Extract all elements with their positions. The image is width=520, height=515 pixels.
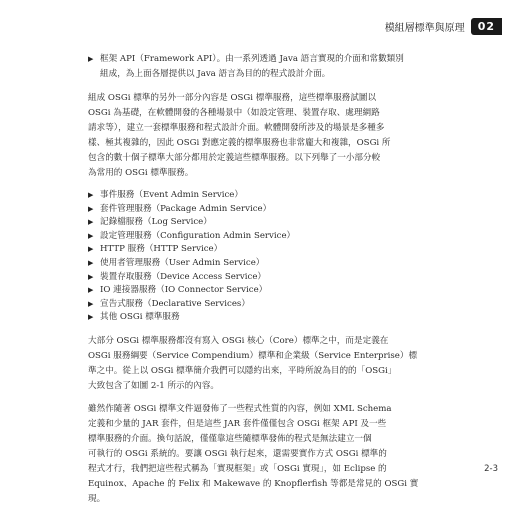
running-header (385, 18, 502, 35)
triangle-bullet-icon: ▶ (88, 245, 94, 254)
bullet-text: 框架 API（Framework API）。由一系列透過 Java 語言實現的介面和常數類別 組成，為上面各層提供以 Java 語言為目的的程式設計介面。 (100, 54, 404, 79)
list-item (88, 271, 432, 285)
list-item-label: 其他 OSGi 標準服務 (100, 312, 180, 323)
list-item (88, 203, 432, 217)
list-item-label: IO 連接器服務（IO Connector Service） (100, 285, 268, 296)
list-item (88, 311, 432, 325)
list-item-label: 設定管理服務（Configuration Admin Service） (100, 230, 296, 241)
list-item-label: 宣告式服務（Declarative Services） (100, 298, 250, 309)
triangle-bullet-icon: ▶ (88, 218, 94, 227)
page-number: 2-3 (484, 464, 498, 474)
chapter-number-badge: 02 (471, 18, 502, 35)
triangle-bullet-icon: ▶ (88, 313, 94, 322)
list-item-label: 裝置存取服務（Device Access Service） (100, 271, 267, 282)
framework-api-bullet (88, 52, 432, 82)
list-item (88, 298, 432, 312)
list-item (88, 230, 432, 244)
list-item-label: HTTP 服務（HTTP Service） (100, 244, 223, 255)
page-body (88, 52, 432, 515)
list-item (88, 243, 432, 257)
chapter-title: 模組層標準與原理 (384, 23, 465, 34)
triangle-bullet-icon: ▶ (88, 231, 94, 240)
list-item-label: 事件服務（Event Admin Service） (100, 190, 243, 200)
triangle-bullet-icon: ▶ (88, 258, 94, 267)
paragraph-standard-services: 組成 OSGi 標準的另外一部分內容是 OSGi 標準服務，這些標準服務試圖以 OSGi 為基礎，在軟體開發的各種場景中（如設定管理、裝置存取、處理網路 請求等），建立一套標準服務和程式設計介面。軟體開發所涉及的場景是多種多 樣、極其複雜的，因此 OSGi 對應定義的標準服務也非常龐大和複雜，OSGi 所 包含的數十個子標準大部分都用於定義這些標準服務。以下列舉了一小部分較 為常用的 OSGi 標準服務。 (88, 93, 391, 178)
services-list (88, 189, 432, 325)
list-item-label: 記錄檔服務（Log Service） (100, 217, 212, 228)
triangle-bullet-icon: ▶ (88, 272, 94, 281)
list-item (88, 257, 432, 271)
list-item (88, 284, 432, 298)
list-item (88, 189, 432, 203)
list-item-label: 使用者管理服務（User Admin Service） (100, 257, 265, 268)
triangle-bullet-icon: ▶ (88, 299, 94, 308)
list-item (88, 216, 432, 230)
triangle-bullet-icon: ▶ (88, 191, 94, 199)
triangle-bullet-icon: ▶ (88, 204, 94, 213)
triangle-bullet-icon: ▶ (88, 55, 94, 63)
paragraph-core-standard: 大部分 OSGi 標準服務都沒有寫入 OSGi 核心（Core）標準之中，而是定義在 OSGi 服務綱要（Service Compendium）標準和企業級（Service Enterprise）標 準之中。從上以 OSGi 標準簡介我們可以隱約出來，平時所說為目的的「OSGi」 大致包含了如圖 2-1 所示的內容。 (88, 335, 418, 391)
paragraph-implementations: 雖然作隨著 OSGi 標準文件逼發佈了一些程式性質的內容，例如 XML Schema 定義和少量的 JAR 套件，但是這些 JAR 套件僅僅包含 OSGi 框架 API 及一些 標準服務的介面。換句話說，僅僅靠這些隨標準發佈的程式是無法建立一個 可執行的 OSGi 系統的。要讓 OSGi 執行起來，還需要實作方式 OSGi 標準的 程式才行，我們把這些程式稱為「實現框架」或「OSGi 實現」，如 Eclipse 的 Equinox、Apache 的 Felix 和 Makewave 的 Knopflerfish 等都是常見的 OSGi 實 現。 (88, 403, 419, 504)
triangle-bullet-icon: ▶ (88, 286, 94, 295)
list-item-label: 套件管理服務（Package Admin Service） (100, 203, 272, 214)
